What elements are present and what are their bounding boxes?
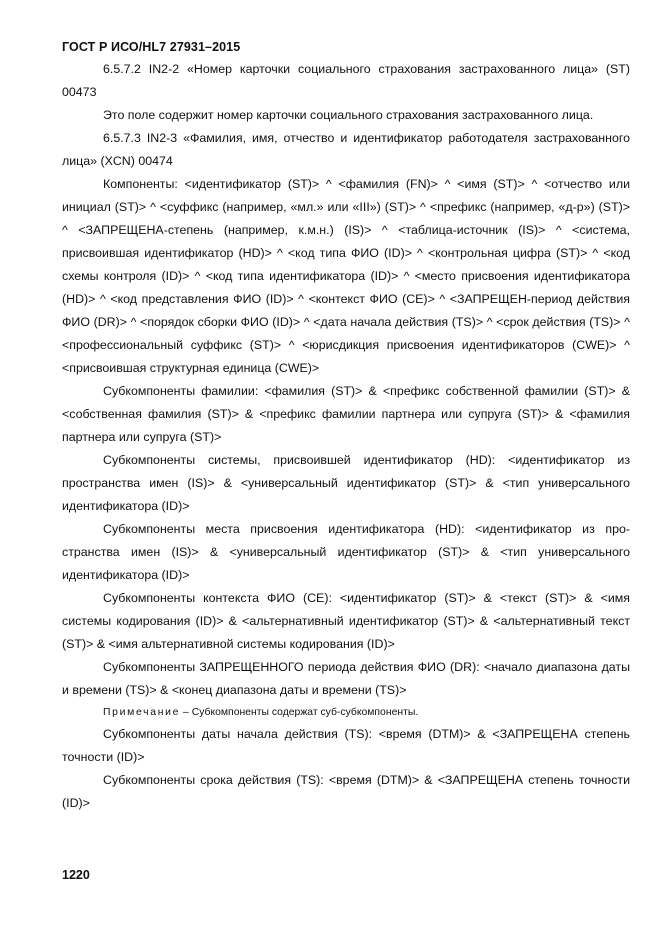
family-subcomponents-paragraph: Субкомпоненты фамилии: <фамилия (ST)> & <префикс собственной фамилии (ST)> & <собственная фамилия (ST)> & <префикс фамилии партнера или супруга (ST)> & <фамилия партнера или супруга (ST)> xyxy=(62,384,630,444)
name-validity-range-subcomponents-paragraph: Субкомпоненты ЗАПРЕЩЕННОГО периода действия ФИО (DR): <начало диапазона даты и времени (TS)> & <конец диапазона даты и времени (TS)> xyxy=(62,660,630,697)
section-6-5-7-2-description: Это поле содержит номер карточки социального страхования застрахованного лица. xyxy=(103,108,594,122)
name-context-subcomponents-paragraph: Субкомпоненты контекста ФИО (CE): <идентификатор (ST)> & <текст (ST)> & <имя системы кодирования (ID)> & <альтернативный идентификатор (ST)> & <альтернативный текст (ST)> & <имя альтернативной системы кодирования (ID)> xyxy=(62,591,630,651)
page-body xyxy=(62,58,630,815)
assigning-system-subcomponents-paragraph: Субкомпоненты системы, присвоившей идентификатор (HD): <идентификатор из пространства имен (IS)> & <универсальный идентификатор (ST)> & <тип универсального идентификатора (ID)> xyxy=(62,453,630,513)
section-6-5-7-2-title: 6.5.7.2 IN2-2 «Номер карточки социального страхования застрахованного лица» (ST) 00473 xyxy=(62,62,630,99)
effective-date-subcomponents-paragraph: Субкомпоненты даты начала действия (TS): <время (DTM)> & <ЗАПРЕЩЕНА степень точности (ID)> xyxy=(62,727,630,764)
running-header: ГОСТ Р ИСО/HL7 27931–2015 xyxy=(62,40,241,54)
section-6-5-7-3-title: 6.5.7.3 IN2-3 «Фамилия, имя, отчество и идентификатор работодателя застрахованного лица» (XCN) 00474 xyxy=(62,131,630,168)
components-paragraph: Компоненты: <идентификатор (ST)> ^ <фамилия (FN)> ^ <имя (ST)> ^ <отчество или инициал (ST)> ^ <суффикс (например, «мл.» или «III») (ST)> ^ <префикс (например, «д-р») (ST)> ^ <ЗАПРЕЩЕНА-степень (например, к.м.н.) (IS)> ^ <таблица-источник (IS)> ^ <система, присвоившая идентификатор (HD)> ^ <код типа ФИО (ID)> ^ <контрольная цифра (ST)> ^ <код схемы контроля (ID)> ^ <код типа идентификатора (ID)> ^ <место присвоения идентификатора (HD)> ^ <код представления ФИО (ID)> ^ <контекст ФИО (CE)> ^ <ЗАПРЕЩЕН-период действия ФИО (DR)> ^ <порядок сборки ФИО (ID)> ^ <дата начала действия (TS)> ^ <срок действия (TS)> ^ <профессиональный суффикс (ST)> ^ <юрисдикция присвоения идентификаторов (CWE)> ^ <присвоившая структурная единица (CWE)> xyxy=(62,177,630,375)
expiration-date-subcomponents-paragraph: Субкомпоненты срока действия (TS): <время (DTM)> & <ЗАПРЕЩЕНА степень точности (ID)> xyxy=(62,773,630,810)
page-number: 1220 xyxy=(62,868,90,882)
note-label: Примечание xyxy=(103,707,181,718)
note-text: – Субкомпоненты содержат суб-субкомпоненты. xyxy=(180,707,419,718)
note xyxy=(62,702,630,723)
assigning-facility-subcomponents-paragraph: Субкомпоненты места присвоения идентификатора (HD): <идентификатор из пространства имен (IS)> & <универсальный идентификатор (ST)> & <тип универсального идентификатора (ID)> xyxy=(62,522,630,582)
